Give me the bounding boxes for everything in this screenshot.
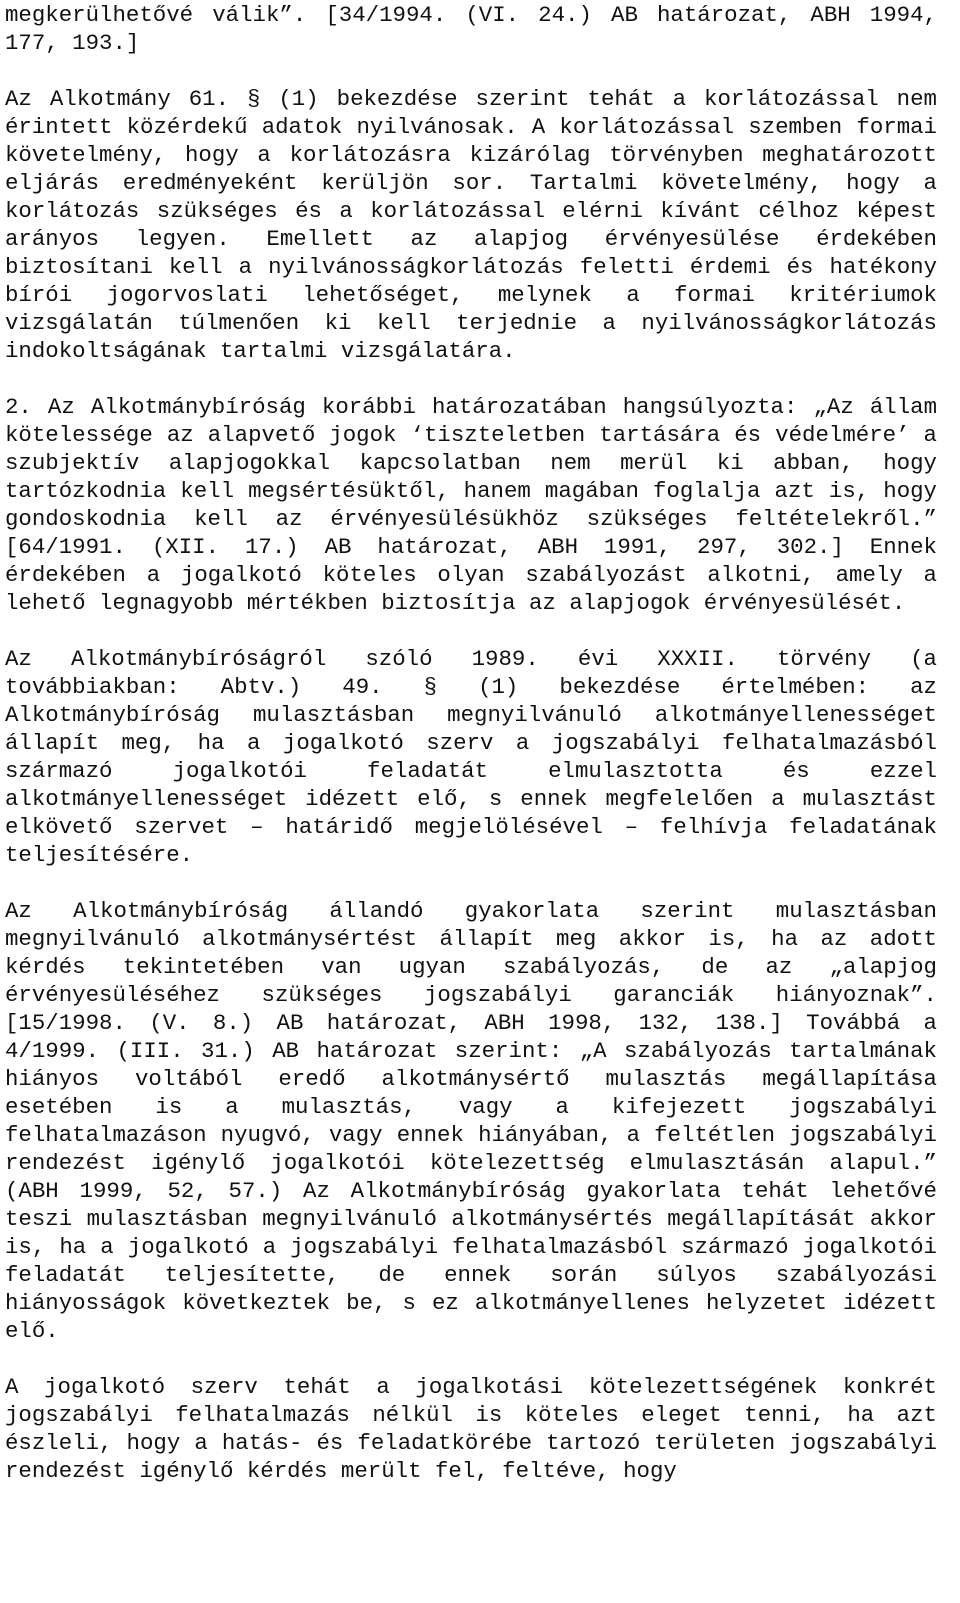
paragraph-public-data-restriction: Az Alkotmány 61. § (1) bekezdése szerint tehát a korlátozással nem érintett közérdekű adatok nyilvánosak. A korlátozással szemben formai követelmény, hogy a korlátozásra kizárólag törvényben meghatározott eljárás eredményeként kerüljön sor. Tartalmi követelmény, hogy a korlátozás szükséges és a korlátozással elérni kívánt célhoz képest arányos legyen. Emellett az alapjog érvényesülése érdekében biztosítani kell a nyilvánosságkorlátozás feletti érdemi és hatékony bírói jogorvoslati lehetőséget, melynek a formai kritériumok vizsgálatán túlmenően ki kell terjednie a nyilvánosságkorlátozás indokoltságának tartalmi vizsgálatára.: [5, 86, 937, 364]
paragraph-state-duty: 2. Az Alkotmánybíróság korábbi határozatában hangsúlyozta: „Az állam kötelessége az alapvető jogok ‘tiszteletben tartására és védelmére’ a szubjektív alapjogokkal kapcsolatban nem merül ki abban, hogy tartózkodnia kell megsértésüktől, hanem magában foglalja azt is, hogy gondoskodnia kell az érvényesülésükhöz szükséges feltételekről.” [64/1991. (XII. 17.) AB határozat, ABH 1991, 297, 302.] Ennek érdekében a jogalkotó köteles olyan szabályozást alkotni, amely a lehető legnagyobb mértékben biztosítja az alapjogok érvényesülését.: [5, 394, 937, 616]
paragraph-continuation: megkerülhetővé válik”. [34/1994. (VI. 24.) AB határozat, ABH 1994, 177, 193.]: [5, 2, 937, 56]
document-page: [5, 0, 937, 1485]
paragraph-legislator-duty: A jogalkotó szerv tehát a jogalkotási kötelezettségének konkrét jogszabályi felhatalmazás nélkül is köteles eleget tenni, ha azt észleli, hogy a hatás- és feladatkörébe tartozó területen jogszabályi rendezést igénylő kérdés merült fel, feltéve, hogy: [5, 1374, 937, 1484]
paragraph-omission-practice: Az Alkotmánybíróság állandó gyakorlata szerint mulasztásban megnyilvánuló alkotmánysértést állapít meg akkor is, ha az adott kérdés tekintetében van ugyan szabályozás, de az „alapjog érvényesüléséhez szükséges jogszabályi garanciák hiányoznak”. [15/1998. (V. 8.) AB határozat, ABH 1998, 132, 138.] Továbbá a 4/1999. (III. 31.) AB határozat szerint: „A szabályozás tartalmának hiányos voltából eredő alkotmánysértő mulasztás megállapítása esetében is a mulasztás, vagy a kifejezett jogszabályi felhatalmazáson nyugvó, vagy ennek hiányában, a feltétlen jogszabályi rendezést igénylő jogalkotói kötelezettség elmulasztásán alapul.” (ABH 1999, 52, 57.) Az Alkotmánybíróság gyakorlata tehát lehetővé teszi mulasztásban megnyilvánuló alkotmánysértés megállapítását akkor is, ha a jogalkotó a jogszabályi felhatalmazásból származó jogalkotói feladatát teljesítette, de ennek során súlyos szabályozási hiányosságok következtek be, s ez alkotmányellenes helyzetet idézett elő.: [5, 898, 937, 1344]
paragraph-abtv-49: Az Alkotmánybíróságról szóló 1989. évi XXXII. törvény (a továbbiakban: Abtv.) 49. § (1) bekezdése értelmében: az Alkotmánybíróság mulasztásban megnyilvánuló alkotmányellenességet állapít meg, ha a jogalkotó szerv a jogszabályi felhatalmazásból származó jogalkotói feladatát elmulasztotta és ezzel alkotmányellenességet idézett elő, s ennek megfelelően a mulasztást elkövető szervet – határidő megjelölésével – felhívja feladatának teljesítésére.: [5, 646, 937, 868]
